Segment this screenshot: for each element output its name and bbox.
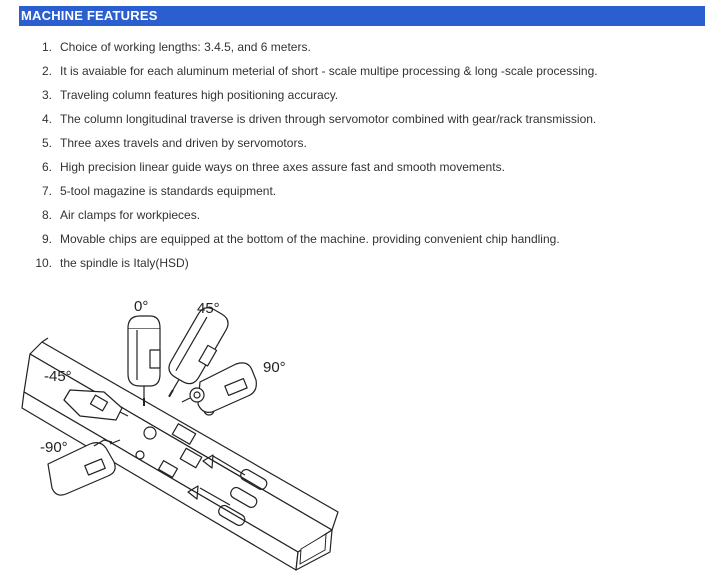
item-number: 7.	[41, 184, 52, 198]
item-text: The column longitudinal traverse is driven through servomotor combined with gear/rack transmission.	[60, 112, 597, 126]
item-number: 9.	[41, 232, 52, 246]
item-number: 5.	[41, 136, 52, 150]
item-text: Movable chips are equipped at the bottom of the machine. providing convenient chip handling.	[60, 232, 560, 246]
item-number: 4.	[41, 112, 52, 126]
item-text: Choice of working lengths: 3.4.5, and 6 meters.	[60, 40, 311, 54]
item-number: 6.	[41, 160, 52, 174]
item-text: Traveling column features high positioning accuracy.	[60, 88, 339, 102]
spindle-0-degree	[128, 316, 160, 406]
section-title: MACHINE FEATURES	[19, 6, 705, 26]
item-text: Air clamps for workpieces.	[60, 208, 201, 222]
item-text: Three axes travels and driven by servomotors.	[60, 136, 307, 150]
item-text: High precision linear guide ways on three axes assure fast and smooth movements.	[60, 160, 505, 174]
item-number: 2.	[41, 64, 52, 78]
angle-label-90: 90°	[263, 359, 286, 376]
item-text: the spindle is Italy(HSD)	[60, 256, 189, 270]
spindle-angle-diagram	[0, 280, 726, 575]
item-text: It is avaiable for each aluminum meterial of short - scale multipe processing & long -scale processing.	[60, 64, 598, 78]
angle-label-minus-45: -45°	[44, 368, 72, 385]
angle-label-minus-90: -90°	[40, 439, 68, 456]
item-number: 1.	[41, 40, 52, 54]
item-number: 3.	[41, 88, 52, 102]
angle-label-45: 45°	[197, 300, 220, 317]
angle-label-0: 0°	[134, 298, 149, 315]
item-number: 10.	[35, 256, 52, 270]
item-number: 8.	[41, 208, 52, 222]
item-text: 5-tool magazine is standards equipment.	[60, 184, 277, 198]
